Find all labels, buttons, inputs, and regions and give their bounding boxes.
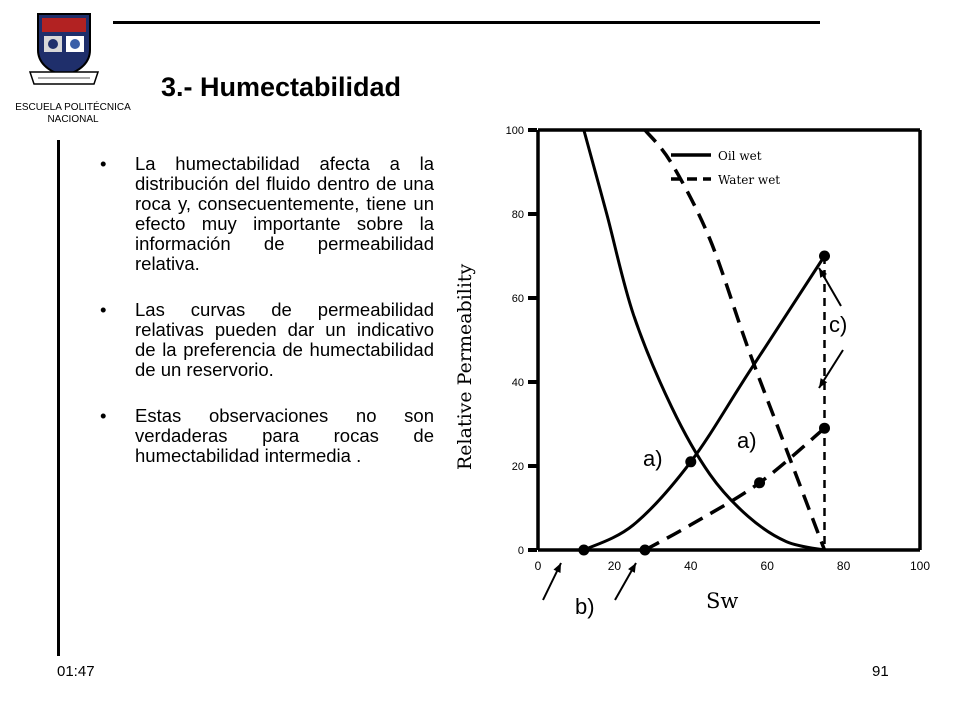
relative-permeability-chart bbox=[443, 100, 935, 630]
top-rule bbox=[113, 21, 820, 24]
institution-crest-logo bbox=[28, 10, 100, 90]
y-tick-label: 80 bbox=[511, 209, 524, 221]
data-point bbox=[685, 456, 696, 467]
y-tick-label: 0 bbox=[517, 545, 524, 557]
annotation-a-water: a) bbox=[737, 428, 757, 453]
legend-label-oil-wet: Oil wet bbox=[718, 149, 762, 163]
x-tick-label: 40 bbox=[684, 559, 698, 573]
bullet-item: • Estas observaciones no son verdaderas para rocas de humectabilidad intermedia . bbox=[100, 405, 434, 466]
x-axis-label: Sw bbox=[706, 589, 739, 613]
data-point bbox=[639, 545, 650, 556]
slide-title: 3.- Humectabilidad bbox=[161, 72, 402, 102]
institution-name: ESCUELA POLITÉCNICA NACIONAL bbox=[15, 102, 131, 125]
annotation-b: b) bbox=[575, 594, 595, 619]
bullet-list bbox=[100, 154, 434, 492]
bullet-text: La humectabilidad afecta a la distribución del fluido dentro de una roca y, consecuentemente, tiene un efecto muy importante sobre la información de permeabilidad relativa. bbox=[135, 153, 434, 274]
bullet-item: • Las curvas de permeabilidad relativas pueden dar un indicativo de la preferencia de humectabilidad de un reservorio. bbox=[100, 299, 434, 380]
x-tick-label: 100 bbox=[909, 559, 931, 573]
x-tick-label: 60 bbox=[760, 559, 774, 573]
y-tick-label: 100 bbox=[505, 125, 524, 137]
bullet-text: Las curvas de permeabilidad relativas pueden dar un indicativo de la preferencia de humectabilidad de un reservorio. bbox=[135, 299, 434, 380]
annotation-a-oil: a) bbox=[643, 446, 663, 471]
data-point bbox=[819, 251, 830, 262]
x-tick-label: 20 bbox=[607, 559, 622, 573]
footer-time: 01:47 bbox=[57, 663, 95, 680]
page-number: 91 bbox=[872, 663, 889, 680]
data-point bbox=[578, 545, 589, 556]
x-tick-label: 0 bbox=[534, 559, 542, 573]
bullet-item: • La humectabilidad afecta a la distribución del fluido dentro de una roca y, consecuentemente, tiene un efecto muy importante sobre la información de permeabilidad relativa. bbox=[100, 153, 434, 274]
data-point bbox=[819, 423, 830, 434]
data-point bbox=[754, 477, 765, 488]
y-tick-label: 40 bbox=[511, 377, 524, 389]
legend-label-water-wet: Water wet bbox=[718, 173, 781, 187]
x-tick-label: 80 bbox=[836, 559, 851, 573]
y-tick-label: 60 bbox=[511, 293, 524, 305]
left-rule bbox=[57, 140, 60, 656]
y-axis-label: Relative Permeability bbox=[454, 263, 476, 470]
annotation-c: c) bbox=[829, 312, 848, 337]
bullet-text: Estas observaciones no son verdaderas para rocas de humectabilidad intermedia . bbox=[135, 405, 434, 466]
y-tick-label: 20 bbox=[511, 461, 524, 473]
